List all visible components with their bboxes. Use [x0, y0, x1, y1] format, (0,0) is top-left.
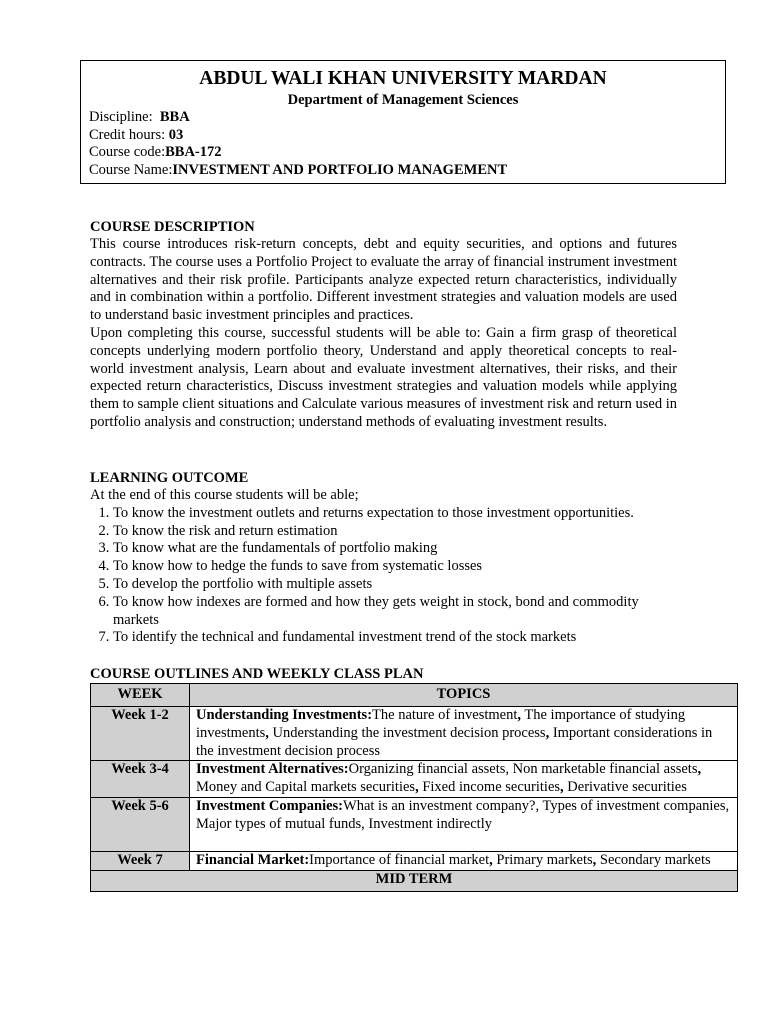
topic-text: Organizing financial assets, Non marketable financial assets — [348, 761, 698, 778]
topic-heading: Investment Alternatives: — [196, 761, 349, 778]
course-description-title: COURSE DESCRIPTION — [90, 219, 255, 235]
topic-text: Important considerations in the investment decision process — [196, 724, 713, 759]
midterm-row — [91, 870, 738, 891]
course-code-label: Course code: — [89, 144, 166, 160]
topics-column-header: TOPICS — [190, 684, 738, 707]
table-row — [91, 761, 738, 798]
course-name-label: Course Name: — [89, 161, 173, 178]
topic-cell — [190, 761, 738, 798]
week-column-header: WEEK — [91, 684, 190, 707]
topic-text: Derivative securities — [563, 779, 687, 796]
table-header-row — [91, 684, 738, 707]
weekly-plan-title: COURSE OUTLINES AND WEEKLY CLASS PLAN — [90, 666, 424, 682]
topic-separator: , — [517, 707, 522, 723]
department-name: Department of Management Sciences — [287, 92, 519, 108]
topic-cell — [190, 707, 738, 761]
list-item: 6. To know how indexes are formed and how they gets weight in stock, bond and commodity markets — [113, 594, 677, 630]
topic-cell — [190, 797, 738, 851]
topic-heading: Financial Market: — [196, 851, 310, 868]
learning-outcome-title: LEARNING OUTCOME — [90, 470, 249, 486]
week-cell: Week 1-2 — [91, 707, 190, 761]
course-name-value: INVESTMENT AND PORTFOLIO MANAGEMENT — [172, 161, 508, 178]
discipline-value: BBA — [159, 109, 190, 125]
topic-text: What is an investment company?, Types of investment companies, Major types of mutual funds, Investment indirectly — [196, 797, 730, 832]
course-description-paragraph-2: Upon completing this course, successful students will be able to: Gain a firm grasp of theoretical concepts underlying modern portfolio theory, Understand and apply theoretical concepts to real-world investment analysis, Learn about and evaluate investment alternatives, their risks, and their expected return characteristics, Discuss investment strategies and valuation models while applying them to sample client situations and Calculate various measures of investment risk and return used in portfolio analysis and construction; understand methods of evaluating investment results. — [90, 324, 677, 430]
learning-outcome-section — [90, 469, 677, 647]
topic-text: Secondary markets — [596, 851, 711, 868]
credit-hours-value: 03 — [168, 126, 184, 143]
topic-separator: , — [489, 851, 493, 868]
week-cell: Week 7 — [91, 851, 190, 870]
learning-outcome-intro: At the end of this course students will be able; — [90, 487, 359, 503]
topic-separator: , — [415, 779, 419, 796]
topic-separator: , — [697, 761, 702, 778]
topic-text: Importance of financial market — [309, 851, 490, 868]
discipline-label: Discipline: — [89, 109, 153, 125]
topic-separator: , — [545, 724, 550, 741]
list-item: 1. To know the investment outlets and returns expectation to those investment opportunities. — [113, 505, 677, 523]
discipline-row — [89, 109, 717, 127]
learning-outcome-list — [90, 505, 677, 647]
week-cell: Week 5-6 — [91, 797, 190, 851]
list-item: 7. To identify the technical and fundamental investment trend of the stock markets — [113, 629, 677, 647]
topic-text: Primary markets — [492, 851, 593, 868]
university-title: ABDUL WALI KHAN UNIVERSITY MARDAN — [199, 68, 607, 89]
midterm-label: MID TERM — [91, 870, 738, 891]
list-item: 3. To know what are the fundamentals of portfolio making — [113, 540, 677, 558]
list-item: 2. To know the risk and return estimation — [113, 523, 677, 541]
table-row — [91, 797, 738, 851]
credit-hours-label: Credit hours: — [89, 126, 166, 143]
table-row — [91, 851, 738, 870]
topic-text: Money and Capital markets securities — [196, 779, 416, 796]
course-code-row — [89, 144, 717, 162]
list-item: 4. To know how to hedge the funds to save from systematic losses — [113, 558, 677, 576]
table-row — [91, 707, 738, 761]
topic-cell — [190, 851, 738, 870]
week-cell: Week 3-4 — [91, 761, 190, 798]
topic-heading: Understanding Investments: — [196, 707, 373, 723]
topic-text: Understanding the investment decision process — [268, 724, 546, 741]
topic-separator: , — [592, 851, 597, 868]
weekly-plan-table — [90, 683, 738, 892]
credit-hours-row — [89, 127, 717, 145]
topic-separator: , — [560, 779, 564, 796]
topic-separator: , — [265, 724, 269, 741]
topic-heading: Investment Companies: — [196, 797, 344, 814]
course-description-paragraph-1: This course introduces risk-return concepts, debt and equity securities, and options and futures contracts. The course uses a Portfolio Project to evaluate the array of financial instrument investment alternatives and their risk profile. Participants analyze expected return characteristics, individually and in combination within a portfolio. Different investment strategies and valuation models are used to understand basic investment principles and practices. — [90, 236, 677, 324]
course-name-row — [89, 162, 717, 180]
course-code-value: BBA-172 — [165, 144, 222, 160]
topic-text: The importance of studying investments — [196, 707, 686, 741]
course-description-section — [90, 218, 677, 432]
topic-text: Fixed income securities — [418, 779, 561, 796]
topic-text: The nature of investment — [372, 707, 518, 723]
course-header-box — [80, 60, 726, 184]
list-item: 5. To develop the portfolio with multiple assets — [113, 576, 677, 594]
